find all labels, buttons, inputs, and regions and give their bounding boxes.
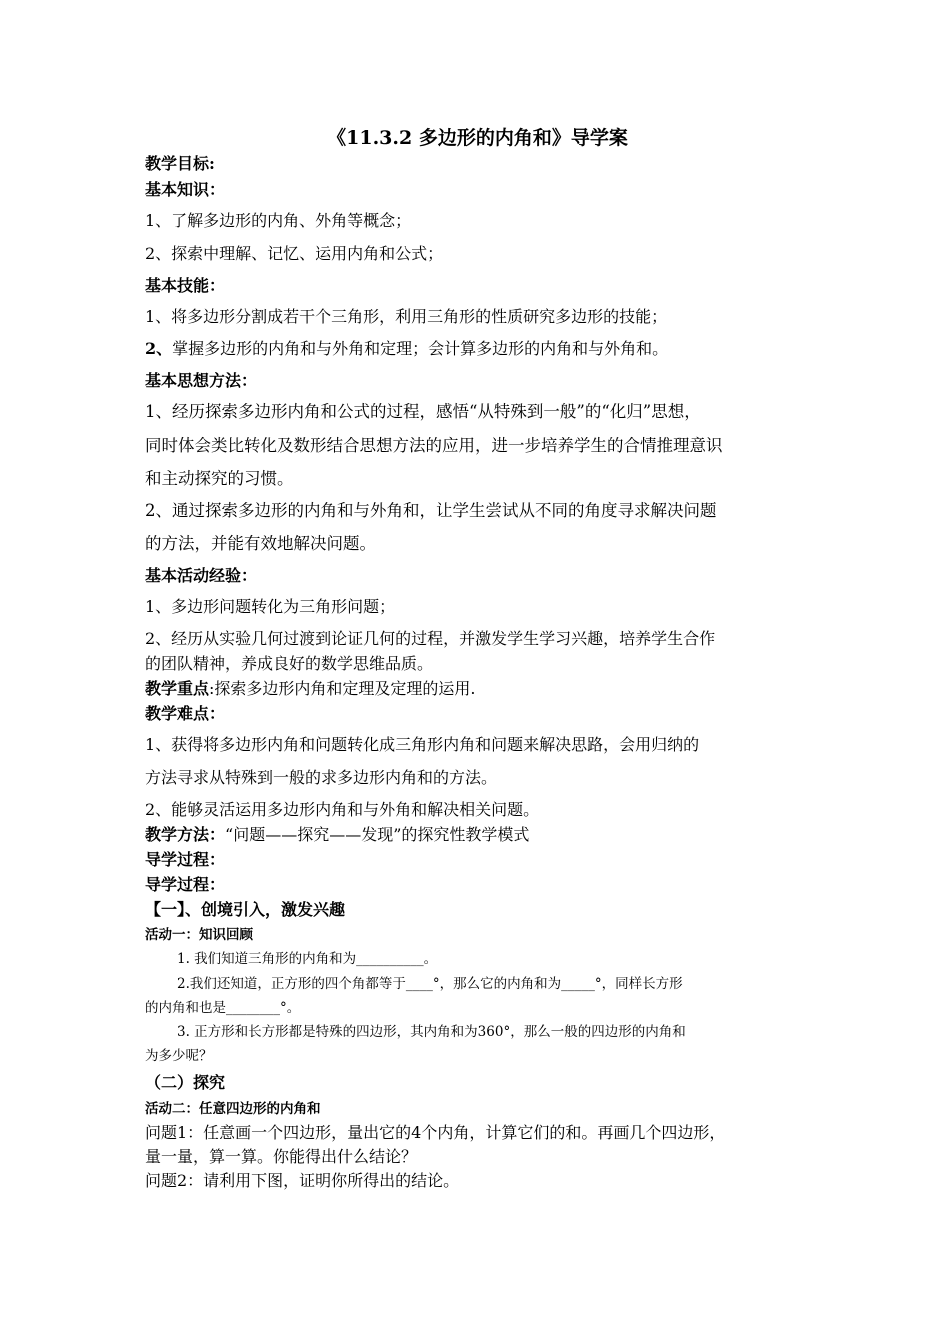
difficulty-item-1-line-1: 1、获得将多边形内角和问题转化成三角形内角和问题来解决思路，会用归纳的 bbox=[145, 735, 700, 754]
review-question-3-line-1: 3. 正方形和长方形都是特殊的四边形，其内角和为360°，那么一般的四边形的内角和 bbox=[177, 1024, 686, 1040]
method-item-2-line-1: 2、通过探索多边形的内角和与外角和，让学生尝试从不同的角度寻求解决问题 bbox=[145, 501, 717, 520]
difficulty-item-1-line-2: 方法寻求从特殊到一般的求多边形内角和的方法。 bbox=[145, 768, 498, 787]
review-question-3-line-2: 为多少呢？ bbox=[145, 1048, 213, 1064]
skill-item-2 bbox=[145, 336, 668, 359]
experience-item-2-line-1: 2、经历从实验几何过渡到论证几何的过程，并激发学生学习兴趣，培养学生合作 bbox=[145, 629, 716, 648]
heading-basic-skills: 基本技能： bbox=[145, 276, 226, 295]
heading-activity-experience: 基本活动经验： bbox=[145, 566, 258, 585]
key-point-text: :探索多边形内角和定理及定理的运用. bbox=[209, 679, 476, 698]
problem-1-line-1: 问题1：任意画一个四边形，量出它的4个内角，计算它们的和。再画几个四边形， bbox=[145, 1123, 726, 1142]
experience-item-2-line-2: 的团队精神，养成良好的数学思维品质。 bbox=[145, 654, 434, 673]
section-one-heading: 【一】、创境引入，激发兴趣 bbox=[145, 900, 346, 919]
review-question-2-line-1: 2.我们还知道，正方形的四个角都等于____°，那么它的内角和为_____°，同样长方形 bbox=[177, 976, 683, 992]
activity-one-heading: 活动一：知识回顾 bbox=[145, 927, 253, 943]
review-question-1: 1. 我们知道三角形的内角和为__________。 bbox=[177, 951, 438, 967]
method-item-1-line-2: 同时体会类比转化及数形结合思想方法的应用，进一步培养学生的合情推理意识 bbox=[145, 436, 723, 455]
heading-basic-knowledge: 基本知识： bbox=[145, 180, 226, 199]
teaching-method bbox=[145, 822, 529, 845]
method-item-1-line-3: 和主动探究的习惯。 bbox=[145, 469, 294, 488]
knowledge-item-2: 2、探索中理解、记忆、运用内角和公式； bbox=[145, 244, 444, 263]
method-text: “问题——探究——发现”的探究性教学模式 bbox=[225, 825, 530, 844]
heading-teaching-goals: 教学目标: bbox=[145, 154, 215, 173]
activity-two-heading: 活动二：任意四边形的内角和 bbox=[145, 1101, 321, 1117]
heading-guided-process-repeat: 导学过程： bbox=[145, 875, 226, 894]
experience-item-1: 1、多边形问题转化为三角形问题； bbox=[145, 597, 396, 616]
key-point-label: 教学重点 bbox=[145, 679, 210, 698]
skill-item-2-text: 掌握多边形的内角和与外角和定理；会计算多边形的内角和与外角和。 bbox=[172, 339, 669, 358]
difficulty-item-2: 2、能够灵活运用多边形内角和与外角和解决相关问题。 bbox=[145, 800, 540, 819]
method-item-2-line-2: 的方法，并能有效地解决问题。 bbox=[145, 534, 376, 553]
heading-thinking-methods: 基本思想方法： bbox=[145, 371, 258, 390]
review-question-2-line-2: 的内角和也是________°。 bbox=[145, 1000, 301, 1016]
teaching-key-point bbox=[145, 676, 476, 699]
problem-1-line-2: 量一量，算一算。你能得出什么结论？ bbox=[145, 1147, 418, 1166]
heading-teaching-difficulty: 教学难点： bbox=[145, 704, 226, 723]
skill-item-1: 1、将多边形分割成若干个三角形，利用三角形的性质研究多边形的技能； bbox=[145, 307, 668, 326]
document-title: 《11.3.2 多边形的内角和》导学案 bbox=[327, 127, 628, 149]
method-label: 教学方法： bbox=[145, 825, 226, 844]
section-two-heading: （二）探究 bbox=[145, 1073, 226, 1092]
problem-2: 问题2：请利用下图，证明你所得出的结论。 bbox=[145, 1171, 460, 1190]
method-item-1-line-1: 1、经历探索多边形内角和公式的过程，感悟“从特殊到一般”的“化归”思想， bbox=[145, 402, 701, 421]
heading-guided-process: 导学过程： bbox=[145, 850, 226, 869]
knowledge-item-1: 1、了解多边形的内角、外角等概念； bbox=[145, 211, 412, 230]
skill-item-2-number: 2、 bbox=[145, 339, 173, 358]
